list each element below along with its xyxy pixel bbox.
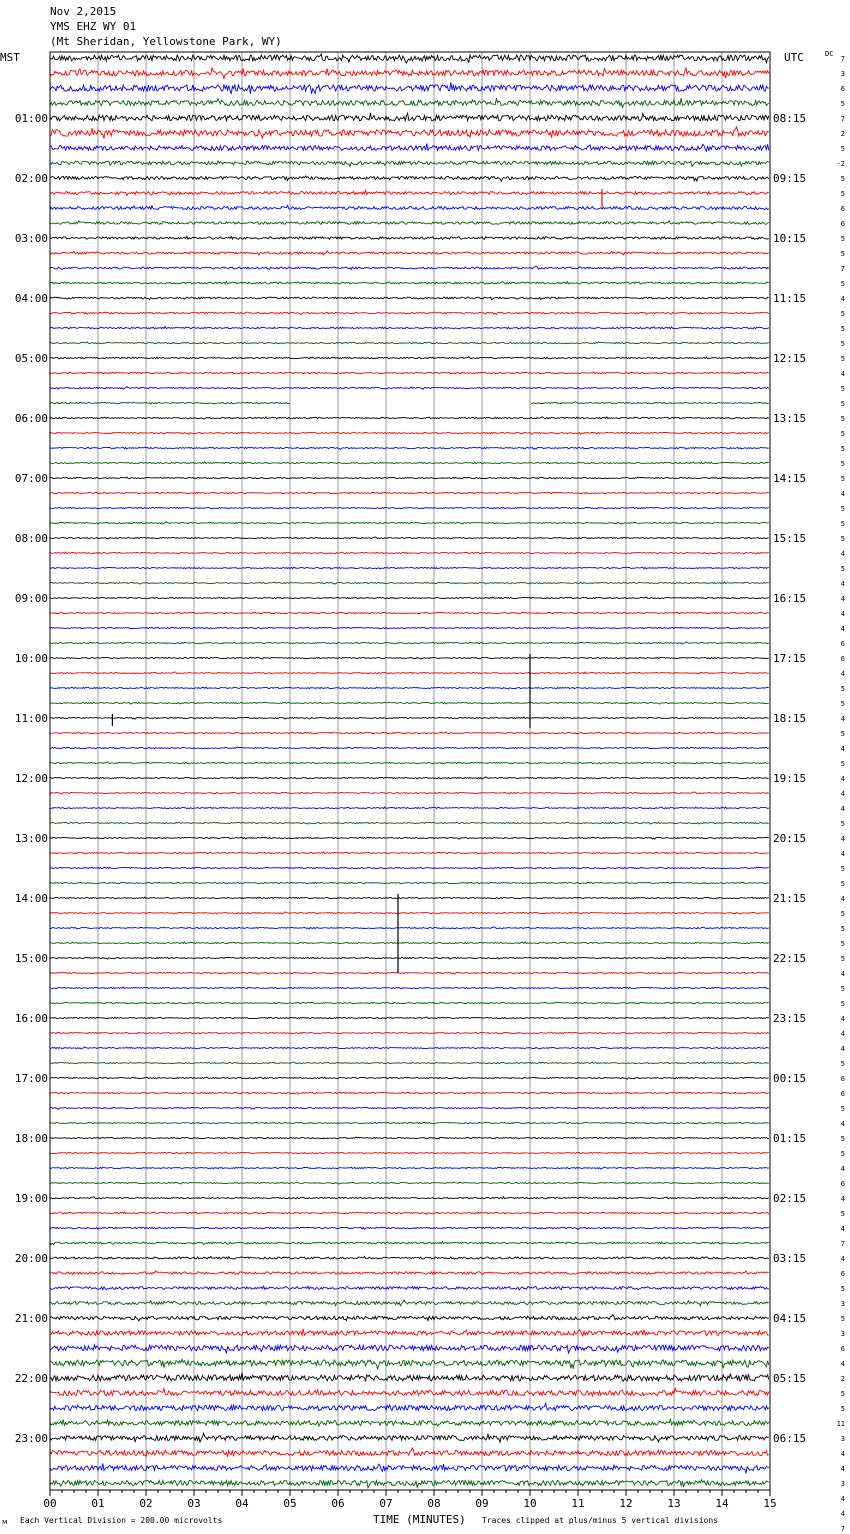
seismic-trace xyxy=(50,987,769,989)
seismic-trace xyxy=(50,1167,769,1169)
dc-offset-label: 5 xyxy=(840,235,845,243)
dc-offset-label: 5 xyxy=(840,1000,845,1008)
right-hour-label: 03:15 xyxy=(773,1252,807,1265)
dc-offset-label: 4 xyxy=(840,550,845,558)
dc-offset-label: 7 xyxy=(840,265,845,273)
seismic-trace xyxy=(50,702,769,704)
dc-offset-label: 4 xyxy=(840,805,845,813)
dc-offset-label: 4 xyxy=(840,790,845,798)
dc-offset-label: 6 xyxy=(840,655,845,663)
seismic-trace xyxy=(50,1047,769,1049)
dc-offset-label: 5 xyxy=(840,190,845,198)
seismic-trace xyxy=(50,1433,769,1442)
seismic-trace xyxy=(50,1032,769,1034)
x-tick-label: 08 xyxy=(427,1497,441,1510)
seismic-trace xyxy=(50,942,769,944)
seismic-trace xyxy=(50,627,769,629)
seismic-trace xyxy=(50,462,769,464)
dc-offset-label: 4 xyxy=(840,1165,845,1173)
dc-offset-label: 4 xyxy=(840,625,845,633)
right-hour-label: 01:15 xyxy=(773,1132,807,1145)
left-hour-label: 21:00 xyxy=(14,1312,48,1325)
seismic-trace xyxy=(50,1002,769,1004)
dc-offset-label: 5 xyxy=(840,505,845,513)
left-hour-label: 04:00 xyxy=(14,292,48,305)
seismic-trace xyxy=(50,402,769,404)
dc-offset-label: 7 xyxy=(840,55,845,63)
seismic-trace xyxy=(50,1480,769,1488)
seismic-trace xyxy=(50,777,769,779)
seismic-trace xyxy=(50,1271,769,1275)
right-hour-label: 04:15 xyxy=(773,1312,807,1325)
left-hour-label: 05:00 xyxy=(14,352,48,365)
dc-offset-label: 5 xyxy=(840,820,845,828)
dc-offset-label: 5 xyxy=(840,1135,845,1143)
seismic-trace xyxy=(50,927,769,929)
dc-offset-label: 5 xyxy=(840,910,845,918)
dc-offset-label: 4 xyxy=(840,1045,845,1053)
x-tick-label: 00 xyxy=(43,1497,57,1510)
left-hour-label: 22:00 xyxy=(14,1372,48,1385)
seismic-trace xyxy=(50,82,769,94)
seismic-trace xyxy=(50,1062,769,1064)
seismic-trace xyxy=(50,113,769,121)
dc-offset-label: 11 xyxy=(836,1420,845,1428)
right-hour-label: 18:15 xyxy=(773,712,807,725)
seismic-trace xyxy=(50,54,769,63)
seismic-trace xyxy=(50,957,769,959)
dc-offset-label: 5 xyxy=(840,1150,845,1158)
seismic-trace xyxy=(50,1107,769,1109)
dc-offset-label: 7 xyxy=(840,1240,845,1248)
dc-offset-label: 5 xyxy=(840,730,845,738)
dc-offset-label: 3 xyxy=(840,1435,845,1443)
dc-offset-label: 5 xyxy=(840,445,845,453)
seismic-trace xyxy=(50,1345,769,1354)
right-hour-label: 21:15 xyxy=(773,892,807,905)
left-hour-label: 17:00 xyxy=(14,1072,48,1085)
seismic-trace xyxy=(50,205,769,209)
dc-offset-label: 3 xyxy=(840,1300,845,1308)
dc-offset-label: 5 xyxy=(840,1405,845,1413)
seismic-trace xyxy=(50,852,769,854)
axis-labels xyxy=(15,55,845,1534)
dc-offset-label: 3 xyxy=(840,70,845,78)
dc-label: DC xyxy=(825,50,834,58)
seismic-trace xyxy=(50,732,769,734)
seismic-trace xyxy=(50,1227,769,1230)
seismic-trace xyxy=(50,387,769,390)
seismic-trace xyxy=(50,657,769,659)
seismic-trace xyxy=(50,266,769,270)
dc-offset-label: 5 xyxy=(840,1105,845,1113)
dc-offset-label: 5 xyxy=(840,145,845,153)
seismic-trace xyxy=(50,477,769,479)
dc-offset-label: 6 xyxy=(840,220,845,228)
x-tick-label: 11 xyxy=(571,1497,585,1510)
dc-offset-label: 5 xyxy=(840,1210,845,1218)
dc-offset-label: 5 xyxy=(840,355,845,363)
right-hour-label: 06:15 xyxy=(773,1432,807,1445)
dc-offset-label: 5 xyxy=(840,280,845,288)
dc-offset-label: 5 xyxy=(840,100,845,108)
left-hour-label: 18:00 xyxy=(14,1132,48,1145)
dc-offset-label: 6 xyxy=(840,1270,845,1278)
dc-offset-label: -2 xyxy=(836,160,845,168)
seismic-trace xyxy=(50,372,769,374)
right-hour-label: 20:15 xyxy=(773,832,807,845)
left-hour-label: 14:00 xyxy=(14,892,48,905)
seismic-trace xyxy=(50,762,769,764)
left-hour-label: 09:00 xyxy=(14,592,48,605)
right-hour-label: 00:15 xyxy=(773,1072,807,1085)
dc-offset-label: 4 xyxy=(840,835,845,843)
dc-offset-label: 6 xyxy=(840,1180,845,1188)
right-hour-label: 22:15 xyxy=(773,952,807,965)
left-hour-label: 23:00 xyxy=(14,1432,48,1445)
left-hour-label: 15:00 xyxy=(14,952,48,965)
dc-offset-label: 4 xyxy=(840,1510,845,1518)
seismic-trace xyxy=(50,447,769,449)
left-hour-label: 10:00 xyxy=(14,652,48,665)
left-hour-label: 01:00 xyxy=(14,112,48,125)
dc-offset-label: 5 xyxy=(840,985,845,993)
seismic-trace xyxy=(50,161,769,167)
dc-offset-label: 5 xyxy=(840,250,845,258)
dc-offset-label: 2 xyxy=(840,1375,845,1383)
seismic-trace xyxy=(50,822,769,824)
seismic-trace xyxy=(50,1286,769,1290)
dc-offset-label: 5 xyxy=(840,1315,845,1323)
seismic-trace xyxy=(50,1329,769,1336)
seismic-trace xyxy=(50,127,769,139)
dc-offset-label: 4 xyxy=(840,370,845,378)
x-tick-label: 01 xyxy=(91,1497,105,1510)
dc-offset-label: 4 xyxy=(840,595,845,603)
dc-offset-label: 4 xyxy=(840,1225,845,1233)
x-tick-label: 13 xyxy=(667,1497,681,1510)
dc-offset-label: 4 xyxy=(840,490,845,498)
x-tick-label: 07 xyxy=(379,1497,393,1510)
location-label: (Mt Sheridan, Yellowstone Park, WY) xyxy=(50,35,282,48)
dc-offset-label: 4 xyxy=(840,895,845,903)
dc-offset-label: 5 xyxy=(840,685,845,693)
seismic-trace xyxy=(50,432,769,434)
seismic-trace xyxy=(50,792,769,794)
dc-offset-label: 4 xyxy=(840,715,845,723)
seismic-trace xyxy=(50,1315,769,1321)
seismic-trace xyxy=(50,537,769,539)
dc-offset-label: 5 xyxy=(840,385,845,393)
seismic-trace xyxy=(50,597,769,599)
seismic-trace xyxy=(50,1300,769,1306)
seismic-trace xyxy=(50,251,769,255)
dc-offset-label: 6 xyxy=(840,1345,845,1353)
right-hour-label: 15:15 xyxy=(773,532,807,545)
seismic-trace xyxy=(50,897,769,899)
seismic-trace xyxy=(50,357,769,359)
dc-offset-label: 4 xyxy=(840,1195,845,1203)
seismic-trace xyxy=(50,1403,769,1411)
seismic-trace xyxy=(50,281,769,284)
right-hour-label: 10:15 xyxy=(773,232,807,245)
dc-offset-label: 6 xyxy=(840,640,845,648)
seismic-trace xyxy=(50,1359,769,1369)
seismic-trace xyxy=(50,837,769,839)
dc-offset-label: 5 xyxy=(840,565,845,573)
seismic-trace xyxy=(50,67,769,78)
seismic-trace xyxy=(50,176,769,181)
dc-offset-label: 5 xyxy=(840,415,845,423)
seismic-trace xyxy=(50,312,769,315)
dc-offset-label: 4 xyxy=(840,745,845,753)
seismic-trace xyxy=(50,1419,769,1426)
dc-offset-label: 4 xyxy=(840,670,845,678)
right-hour-label: 14:15 xyxy=(773,472,807,485)
x-tick-label: 10 xyxy=(523,1497,537,1510)
left-hour-label: 13:00 xyxy=(14,832,48,845)
seismic-trace xyxy=(50,567,769,569)
seismic-trace xyxy=(50,747,769,749)
dc-offset-label: 5 xyxy=(840,400,845,408)
dc-offset-label: 4 xyxy=(840,970,845,978)
dc-offset-label: 5 xyxy=(840,175,845,183)
station-label: YMS EHZ WY 01 xyxy=(50,20,137,33)
seismic-trace xyxy=(50,221,769,225)
seismic-trace xyxy=(50,717,769,719)
dc-offset-label: 5 xyxy=(840,865,845,873)
dc-offset-label: 5 xyxy=(840,955,845,963)
left-hour-label: 06:00 xyxy=(14,412,48,425)
dc-offset-label: 5 xyxy=(840,310,845,318)
date-label: Nov 2,2015 xyxy=(50,5,117,18)
seismic-trace xyxy=(50,867,769,869)
clip-note: Traces clipped at plus/minus 5 vertical divisions xyxy=(482,1516,719,1525)
dc-offset-label: 4 xyxy=(840,1015,845,1023)
seismic-trace xyxy=(50,972,769,974)
dc-offset-label: 5 xyxy=(840,940,845,948)
x-tick-label: 05 xyxy=(283,1497,297,1510)
seismic-trace xyxy=(50,1137,769,1139)
dc-offset-label: 5 xyxy=(840,760,845,768)
seismic-trace xyxy=(50,612,769,614)
right-hour-label: 19:15 xyxy=(773,772,807,785)
seismic-trace xyxy=(50,1197,769,1199)
seismic-trace xyxy=(50,522,769,524)
left-hour-label: 19:00 xyxy=(14,1192,48,1205)
seismic-trace xyxy=(50,582,769,584)
seismic-trace xyxy=(50,1212,769,1214)
dc-offset-label: 4 xyxy=(840,1450,845,1458)
seismic-trace xyxy=(50,236,769,239)
right-hour-label: 12:15 xyxy=(773,352,807,365)
dc-offset-label: 7 xyxy=(840,115,845,123)
dc-offset-label: 5 xyxy=(840,325,845,333)
right-hour-label: 05:15 xyxy=(773,1372,807,1385)
seismic-trace xyxy=(50,1077,769,1079)
dc-offset-label: 4 xyxy=(840,775,845,783)
left-hour-label: 02:00 xyxy=(14,172,48,185)
dc-offset-label: 3 xyxy=(840,1480,845,1488)
dc-offset-label: 2 xyxy=(840,130,845,138)
dc-offset-label: 3 xyxy=(840,1330,845,1338)
dc-offset-label: 4 xyxy=(840,1030,845,1038)
dc-offset-label: 4 xyxy=(840,580,845,588)
corner-mark: ᴍ xyxy=(2,1518,8,1526)
dc-offset-label: 6 xyxy=(840,1090,845,1098)
right-hour-label: 13:15 xyxy=(773,412,807,425)
seismic-trace xyxy=(50,1017,769,1019)
dc-offset-label: 6 xyxy=(840,205,845,213)
right-hour-label: 09:15 xyxy=(773,172,807,185)
seismic-trace xyxy=(50,1241,769,1244)
seismic-trace xyxy=(50,1182,769,1184)
dc-offset-label: 5 xyxy=(840,475,845,483)
dc-offset-label: 4 xyxy=(840,1360,845,1368)
dc-offset-label: 5 xyxy=(840,1285,845,1293)
seismic-trace xyxy=(50,297,769,300)
left-hour-label: 08:00 xyxy=(14,532,48,545)
seismic-trace xyxy=(50,552,769,554)
left-hour-label: 03:00 xyxy=(14,232,48,245)
x-tick-label: 04 xyxy=(235,1497,249,1510)
seismic-trace xyxy=(50,912,769,914)
dc-offset-label: 4 xyxy=(840,1255,845,1263)
dc-offset-label: 5 xyxy=(840,430,845,438)
seismic-trace xyxy=(50,882,769,884)
seismic-trace xyxy=(50,342,769,344)
seismic-trace xyxy=(50,1448,769,1457)
right-hour-label: 17:15 xyxy=(773,652,807,665)
dc-offset-label: 4 xyxy=(840,610,845,618)
dc-offset-label: 5 xyxy=(840,1390,845,1398)
dc-offset-label: 5 xyxy=(840,1060,845,1068)
seismic-trace xyxy=(50,1373,769,1381)
x-tick-label: 03 xyxy=(187,1497,201,1510)
seismic-trace xyxy=(50,642,769,644)
right-hour-label: 02:15 xyxy=(773,1192,807,1205)
x-tick-label: 15 xyxy=(763,1497,777,1510)
dc-offset-label: 7 xyxy=(840,1525,845,1533)
seismic-trace xyxy=(50,190,769,195)
dc-offset-label: 4 xyxy=(840,1495,845,1503)
x-tick-label: 06 xyxy=(331,1497,345,1510)
seismic-trace xyxy=(50,492,769,494)
right-hour-label: 11:15 xyxy=(773,292,807,305)
left-hour-label: 07:00 xyxy=(14,472,48,485)
x-tick-label: 12 xyxy=(619,1497,633,1510)
x-tick-label: 02 xyxy=(139,1497,153,1510)
right-hour-label: 23:15 xyxy=(773,1012,807,1025)
dc-offset-label: 5 xyxy=(840,880,845,888)
trace-group xyxy=(50,54,769,1488)
left-hour-label: 20:00 xyxy=(14,1252,48,1265)
seismic-trace xyxy=(50,98,769,108)
seismic-trace xyxy=(50,1092,769,1094)
x-tick-label: 09 xyxy=(475,1497,489,1510)
seismic-trace xyxy=(50,1388,769,1396)
scale-note: Each Vertical Division = 200.00 microvolts xyxy=(20,1516,223,1525)
seismic-trace xyxy=(50,1463,769,1472)
seismic-trace xyxy=(50,807,769,809)
seismic-trace xyxy=(50,144,769,152)
left-hour-label: 16:00 xyxy=(14,1012,48,1025)
dc-offset-label: 5 xyxy=(840,340,845,348)
dc-offset-label: 5 xyxy=(840,925,845,933)
seismic-trace xyxy=(50,1122,769,1124)
right-hour-label: 16:15 xyxy=(773,592,807,605)
dc-offset-label: 6 xyxy=(840,1075,845,1083)
left-hour-label: 11:00 xyxy=(14,712,48,725)
x-tick-label: 14 xyxy=(715,1497,729,1510)
seismic-trace xyxy=(50,672,769,674)
dc-offset-label: 5 xyxy=(840,535,845,543)
dc-offset-label: 6 xyxy=(840,85,845,93)
seismic-trace xyxy=(50,327,769,329)
dc-offset-label: 4 xyxy=(840,1465,845,1473)
dc-offset-label: 4 xyxy=(840,850,845,858)
left-timezone-label: MST xyxy=(0,51,20,64)
seismic-trace xyxy=(50,1152,769,1154)
right-hour-label: 08:15 xyxy=(773,112,807,125)
seismic-trace xyxy=(50,417,769,419)
dc-offset-label: 5 xyxy=(840,520,845,528)
dc-offset-label: 5 xyxy=(840,700,845,708)
seismic-trace xyxy=(50,1256,769,1259)
right-timezone-label: UTC xyxy=(784,51,804,64)
seismic-trace xyxy=(50,507,769,509)
dc-offset-label: 5 xyxy=(840,460,845,468)
left-hour-label: 12:00 xyxy=(14,772,48,785)
x-axis-title: TIME (MINUTES) xyxy=(373,1513,466,1526)
seismic-trace xyxy=(50,687,769,689)
dc-offset-label: 4 xyxy=(840,295,845,303)
dc-offset-label: 4 xyxy=(840,1120,845,1128)
